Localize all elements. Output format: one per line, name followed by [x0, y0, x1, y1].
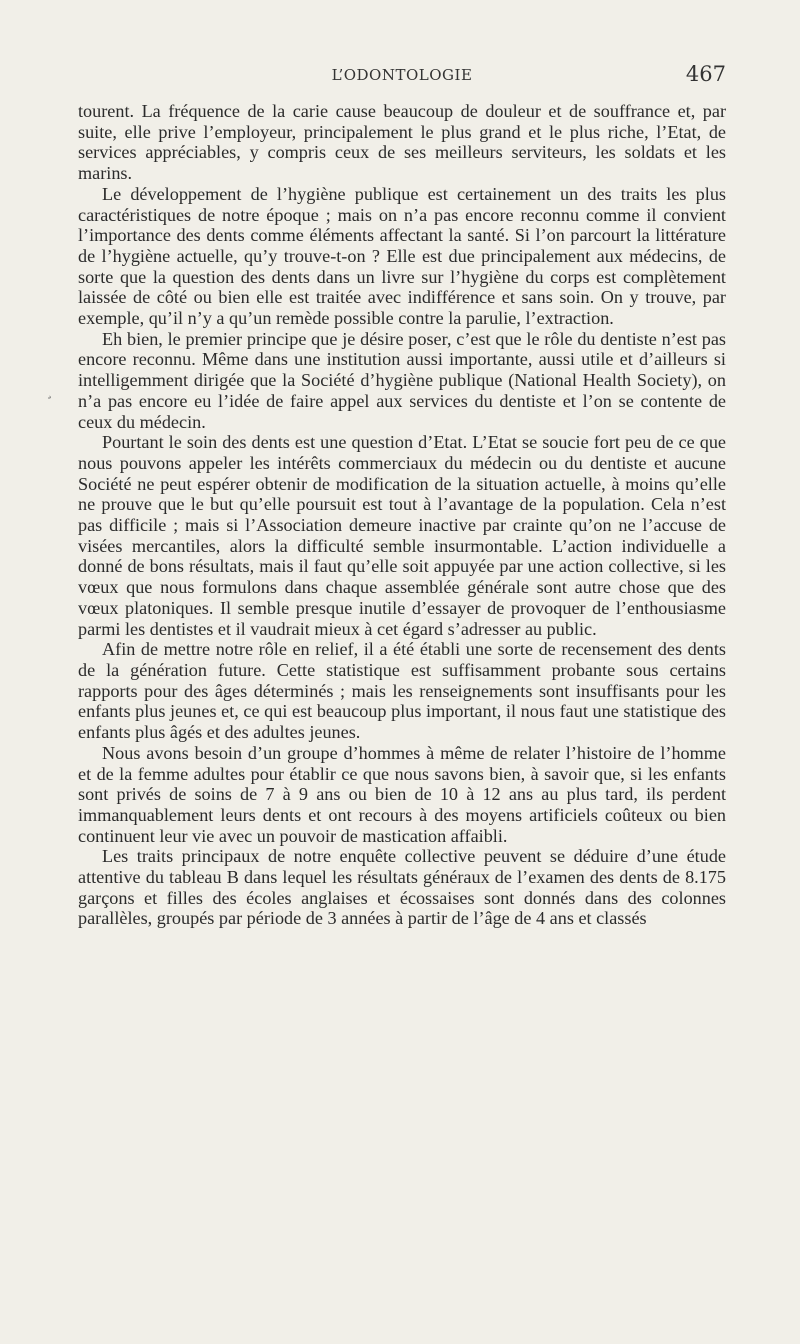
paragraph: Nous avons besoin d’un groupe d’hommes à même de relater l’histoire de l’homme et de la femme adultes pour établir ce que nous savons bien, à savoir que, si les enfants sont privés de soins de 7 à 9 ans ou bien de 10 à 12 ans au plus tard, ils perdent immanquablement leurs dents et ont recours à des moyens artificiels coûteux ou bien continuent leur vie avec un pouvoir de mastication affaibli. [78, 742, 726, 846]
page-header [78, 62, 726, 92]
paragraph: Les traits principaux de notre enquête collective peuvent se déduire d’une étude attentive du tableau B dans lequel les résultats généraux de l’examen des dents de 8.175 garçons et filles des écoles anglaises et écossaises sont donnés dans des colonnes parallèles, groupés par période de 3 années à partir de l’âge de 4 ans et classés [78, 846, 726, 929]
paragraph: Le développement de l’hygiène publique est certainement un des traits les plus caractéristiques de notre époque ; mais on n’a pas encore reconnu comme il convient l’importance des dents comme éléments affectant la santé. Si l’on parcourt la littérature de l’hygiène actuelle, qu’y trouve-t-on ? Elle est due principalement aux médecins, de sorte que la question des dents dans un livre sur l’hygiène du corps est complètement laissée de côté ou bien elle est traitée avec indifférence et sans soin. On y trouve, par exemple, qu’il n’y a qu’un remède possible contre la parulie, l’extraction. [78, 183, 726, 329]
paragraph: Eh bien, le premier principe que je désire poser, c’est que le rôle du dentiste n’est pas encore reconnu. Même dans une institution aussi importante, aussi utile et d’ailleurs si intelligemment dirigée que la Société d’hygiène publique (National Health Society), on n’a pas encore eu l’idée de faire appel aux services du dentiste et l’on se contente de ceux du médecin. [78, 328, 726, 432]
paragraph-continuation: tourent. La fréquence de la carie cause beaucoup de douleur et de souffrance et, par suite, elle prive l’employeur, principalement le plus grand et le plus riche, l’Etat, de services appréciables, y compris ceux de ses meilleurs serviteurs, les soldats et les marins. [78, 101, 726, 184]
paragraph: Pourtant le soin des dents est une question d’Etat. L’Etat se soucie fort peu de ce que nous pouvons appeler les intérêts commerciaux du médecin ou du dentiste et aucune Société ne peut espérer obtenir de modification de la situation actuelle, à moins qu’elle ne prouve que le but qu’elle poursuit est tout à l’avantage de la population. Cela n’est pas difficile ; mais si l’Association demeure inactive par crainte qu’on ne l’accuse de visées mercantiles, alors la difficulté semble insurmontable. L’action individuelle a donné de bons résultats, mais il faut qu’elle soit appuyée par une action collective, si les vœux que nous formulons dans chaque assemblée générale sont autre chose que des vœux platoniques. Il semble presque inutile d’essayer de provoquer de l’enthousiasme parmi les dentistes et il vaudrait mieux à cet égard s’adresser au public. [78, 432, 726, 639]
margin-mark: ¸ [46, 384, 53, 400]
page-number: 467 [685, 62, 726, 86]
paragraph: Afin de mettre notre rôle en relief, il a été établi une sorte de recensement des dents de la génération future. Cette statistique est suffisamment probante sous certains rapports pour des âges déterminés ; mais les renseignements sont insuffisants pour les enfants plus jeunes et, ce qui est beaucoup plus important, il nous faut une statistique des enfants plus âgés et des adultes jeunes. [78, 639, 726, 743]
body-text [78, 101, 726, 929]
running-title: L’ODONTOLOGIE [331, 66, 473, 84]
